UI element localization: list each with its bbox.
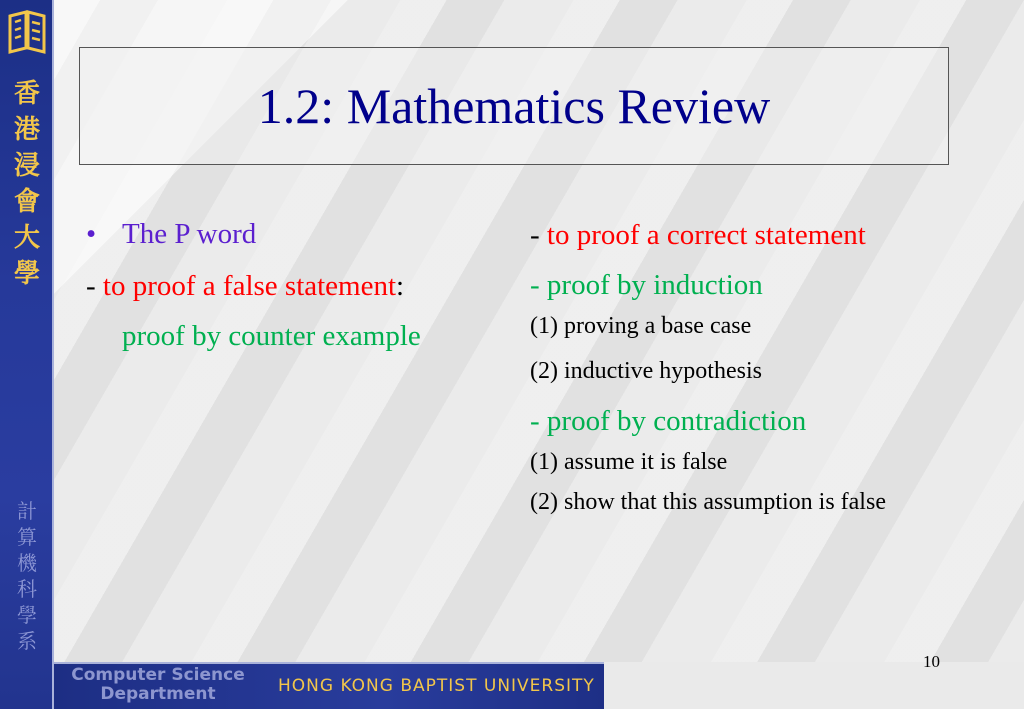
contradiction-step: (1) assume it is false — [530, 449, 728, 475]
department-char: 機 — [17, 551, 37, 575]
university-name-vertical — [0, 76, 54, 292]
sidebar — [0, 0, 54, 709]
hkbu-book-logo-icon — [6, 8, 48, 54]
department-line-1: Computer Science — [71, 665, 245, 685]
bullet-text: The P word — [122, 218, 257, 250]
slide-title: 1.2: Mathematics Review — [257, 78, 771, 134]
department-char: 學 — [17, 603, 37, 627]
correct-statement-line — [530, 214, 950, 257]
department-char: 科 — [17, 577, 37, 601]
counter-example-text: proof by counter example — [122, 320, 421, 352]
university-char: 會 — [13, 187, 40, 217]
university-char: 香 — [13, 79, 40, 109]
correct-statement-text: to proof a correct statement — [546, 219, 866, 251]
university-char: 浸 — [13, 151, 40, 181]
department-char: 算 — [17, 525, 37, 549]
department-label — [66, 666, 250, 704]
right-column — [530, 214, 950, 521]
contradiction-heading: - proof by contradiction — [530, 405, 807, 437]
department-line-2: Department — [100, 684, 216, 704]
university-char: 港 — [13, 115, 40, 145]
title-box — [79, 47, 949, 165]
department-name-vertical — [0, 498, 54, 654]
page-number: 10 — [923, 652, 940, 671]
induction-step: (1) proving a base case — [530, 313, 752, 339]
contradiction-step: (2) show that this assumption is false — [530, 489, 886, 515]
dash-prefix: - — [530, 219, 547, 251]
bullet-dot: • — [86, 218, 97, 250]
false-statement-line — [86, 266, 506, 306]
left-column — [86, 214, 506, 358]
department-char: 計 — [17, 499, 37, 523]
induction-heading: - proof by induction — [530, 269, 763, 301]
university-label: HONG KONG BAPTIST UNIVERSITY — [278, 676, 595, 696]
department-char: 系 — [17, 629, 37, 653]
colon-suffix: : — [396, 270, 405, 302]
false-statement-text: to proof a false statement — [102, 270, 397, 302]
dash-prefix: - — [86, 270, 103, 302]
footer-banner — [54, 662, 604, 709]
induction-step: (2) inductive hypothesis — [530, 358, 762, 384]
bullet-item — [86, 214, 506, 254]
university-char: 大 — [13, 223, 40, 253]
university-char: 學 — [13, 259, 40, 289]
